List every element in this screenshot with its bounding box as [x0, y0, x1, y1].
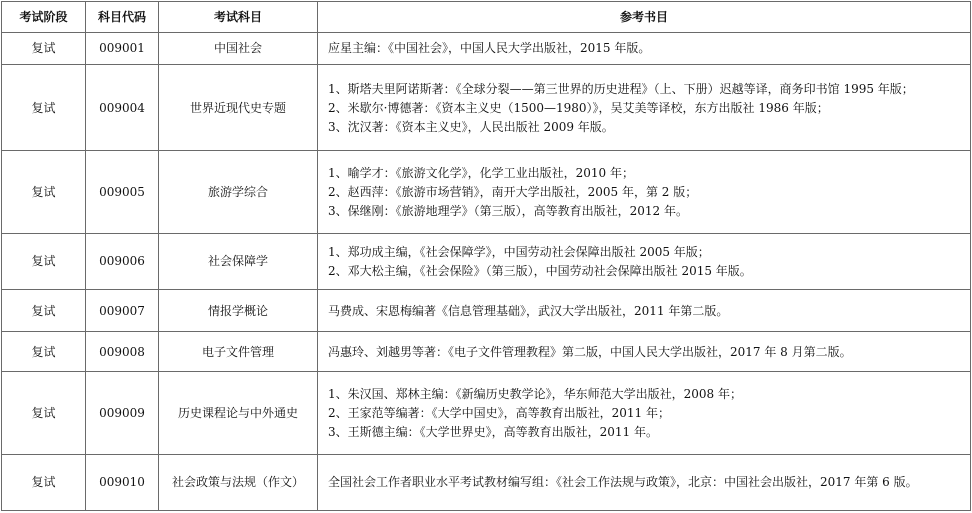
code-cell: 009001 — [86, 33, 159, 65]
table-row — [2, 454, 971, 510]
header-row — [2, 2, 971, 33]
code-cell: 009006 — [86, 233, 159, 289]
books-cell — [318, 233, 971, 289]
table-row — [2, 290, 971, 332]
subject-cell: 中国社会 — [159, 33, 318, 65]
table-row — [2, 151, 971, 233]
table-row — [2, 233, 971, 289]
book-line: 1、郑功成主编，《社会保障学》，中国劳动社会保障出版社 2005 年版； — [328, 244, 710, 259]
subject-cell: 社会政策与法规（作文） — [159, 454, 318, 510]
book-line: 2、王家范等编著：《大学中国史》，高等教育出版社，2011 年； — [328, 405, 670, 420]
subject-cell: 电子文件管理 — [159, 332, 318, 372]
stage-cell: 复试 — [2, 332, 86, 372]
book-line: 冯惠玲、刘越男等著：《电子文件管理教程》第二版，中国人民大学出版社，2017 年 8 月第二版。 — [328, 344, 852, 359]
subject-cell: 世界近现代史专题 — [159, 65, 318, 151]
code-cell: 009005 — [86, 151, 159, 233]
book-line: 应星主编：《中国社会》，中国人民大学出版社，2015 年版。 — [328, 41, 651, 56]
table-row — [2, 332, 971, 372]
books-cell — [318, 290, 971, 332]
books-cell — [318, 33, 971, 65]
books-cell — [318, 151, 971, 233]
subject-cell: 历史课程论与中外通史 — [159, 372, 318, 454]
book-line: 3、沈汉著：《资本主义史》，人民出版社 2009 年版。 — [328, 119, 614, 134]
reference-book-table — [1, 1, 971, 511]
subject-cell: 旅游学综合 — [159, 151, 318, 233]
book-line: 3、保继刚：《旅游地理学》（第三版），高等教育出版社，2012 年。 — [328, 204, 688, 219]
book-line: 1、朱汉国、郑林主编：《新编历史教学论》，华东师范大学出版社，2008 年； — [328, 386, 742, 401]
stage-cell: 复试 — [2, 290, 86, 332]
table-row — [2, 65, 971, 151]
stage-cell: 复试 — [2, 33, 86, 65]
code-cell: 009004 — [86, 65, 159, 151]
subject-cell: 情报学概论 — [159, 290, 318, 332]
book-line: 全国社会工作者职业水平考试教材编写组：《社会工作法规与政策》，北京：中国社会出版社，2017 年第 6 版。 — [328, 475, 918, 490]
books-cell — [318, 454, 971, 510]
code-cell: 009008 — [86, 332, 159, 372]
books-cell — [318, 372, 971, 454]
stage-cell: 复试 — [2, 233, 86, 289]
books-cell — [318, 65, 971, 151]
code-cell: 009010 — [86, 454, 159, 510]
header-books: 参考书目 — [318, 2, 971, 33]
book-line: 2、赵西萍：《旅游市场营销》，南开大学出版社，2005 年，第 2 版； — [328, 185, 698, 200]
code-cell: 009009 — [86, 372, 159, 454]
book-line: 马费成、宋恩梅编著《信息管理基础》，武汉大学出版社，2011 年第二版。 — [328, 303, 729, 318]
header-stage: 考试阶段 — [2, 2, 86, 33]
book-line: 1、喻学才：《旅游文化学》，化学工业出版社，2010 年； — [328, 165, 634, 180]
stage-cell: 复试 — [2, 65, 86, 151]
stage-cell: 复试 — [2, 372, 86, 454]
book-line: 3、王斯德主编：《大学世界史》，高等教育出版社，2011 年。 — [328, 425, 658, 440]
header-subject: 考试科目 — [159, 2, 318, 33]
table-row — [2, 372, 971, 454]
code-cell: 009007 — [86, 290, 159, 332]
subject-cell: 社会保障学 — [159, 233, 318, 289]
table-row — [2, 33, 971, 65]
book-line: 2、邓大松主编，《社会保险》（第三版），中国劳动社会保障出版社 2015 年版。 — [328, 263, 752, 278]
stage-cell: 复试 — [2, 454, 86, 510]
book-line: 2、米歇尔·博德著：《资本主义史（1500—1980）》，吴艾美等译校，东方出版社 1986 年版； — [328, 100, 829, 115]
header-code: 科目代码 — [86, 2, 159, 33]
book-line: 1、斯塔夫里阿诺斯著：《全球分裂——第三世界的历史进程》（上、下册）迟越等译，商务印书馆 1995 年版； — [328, 81, 914, 96]
books-cell — [318, 332, 971, 372]
stage-cell: 复试 — [2, 151, 86, 233]
